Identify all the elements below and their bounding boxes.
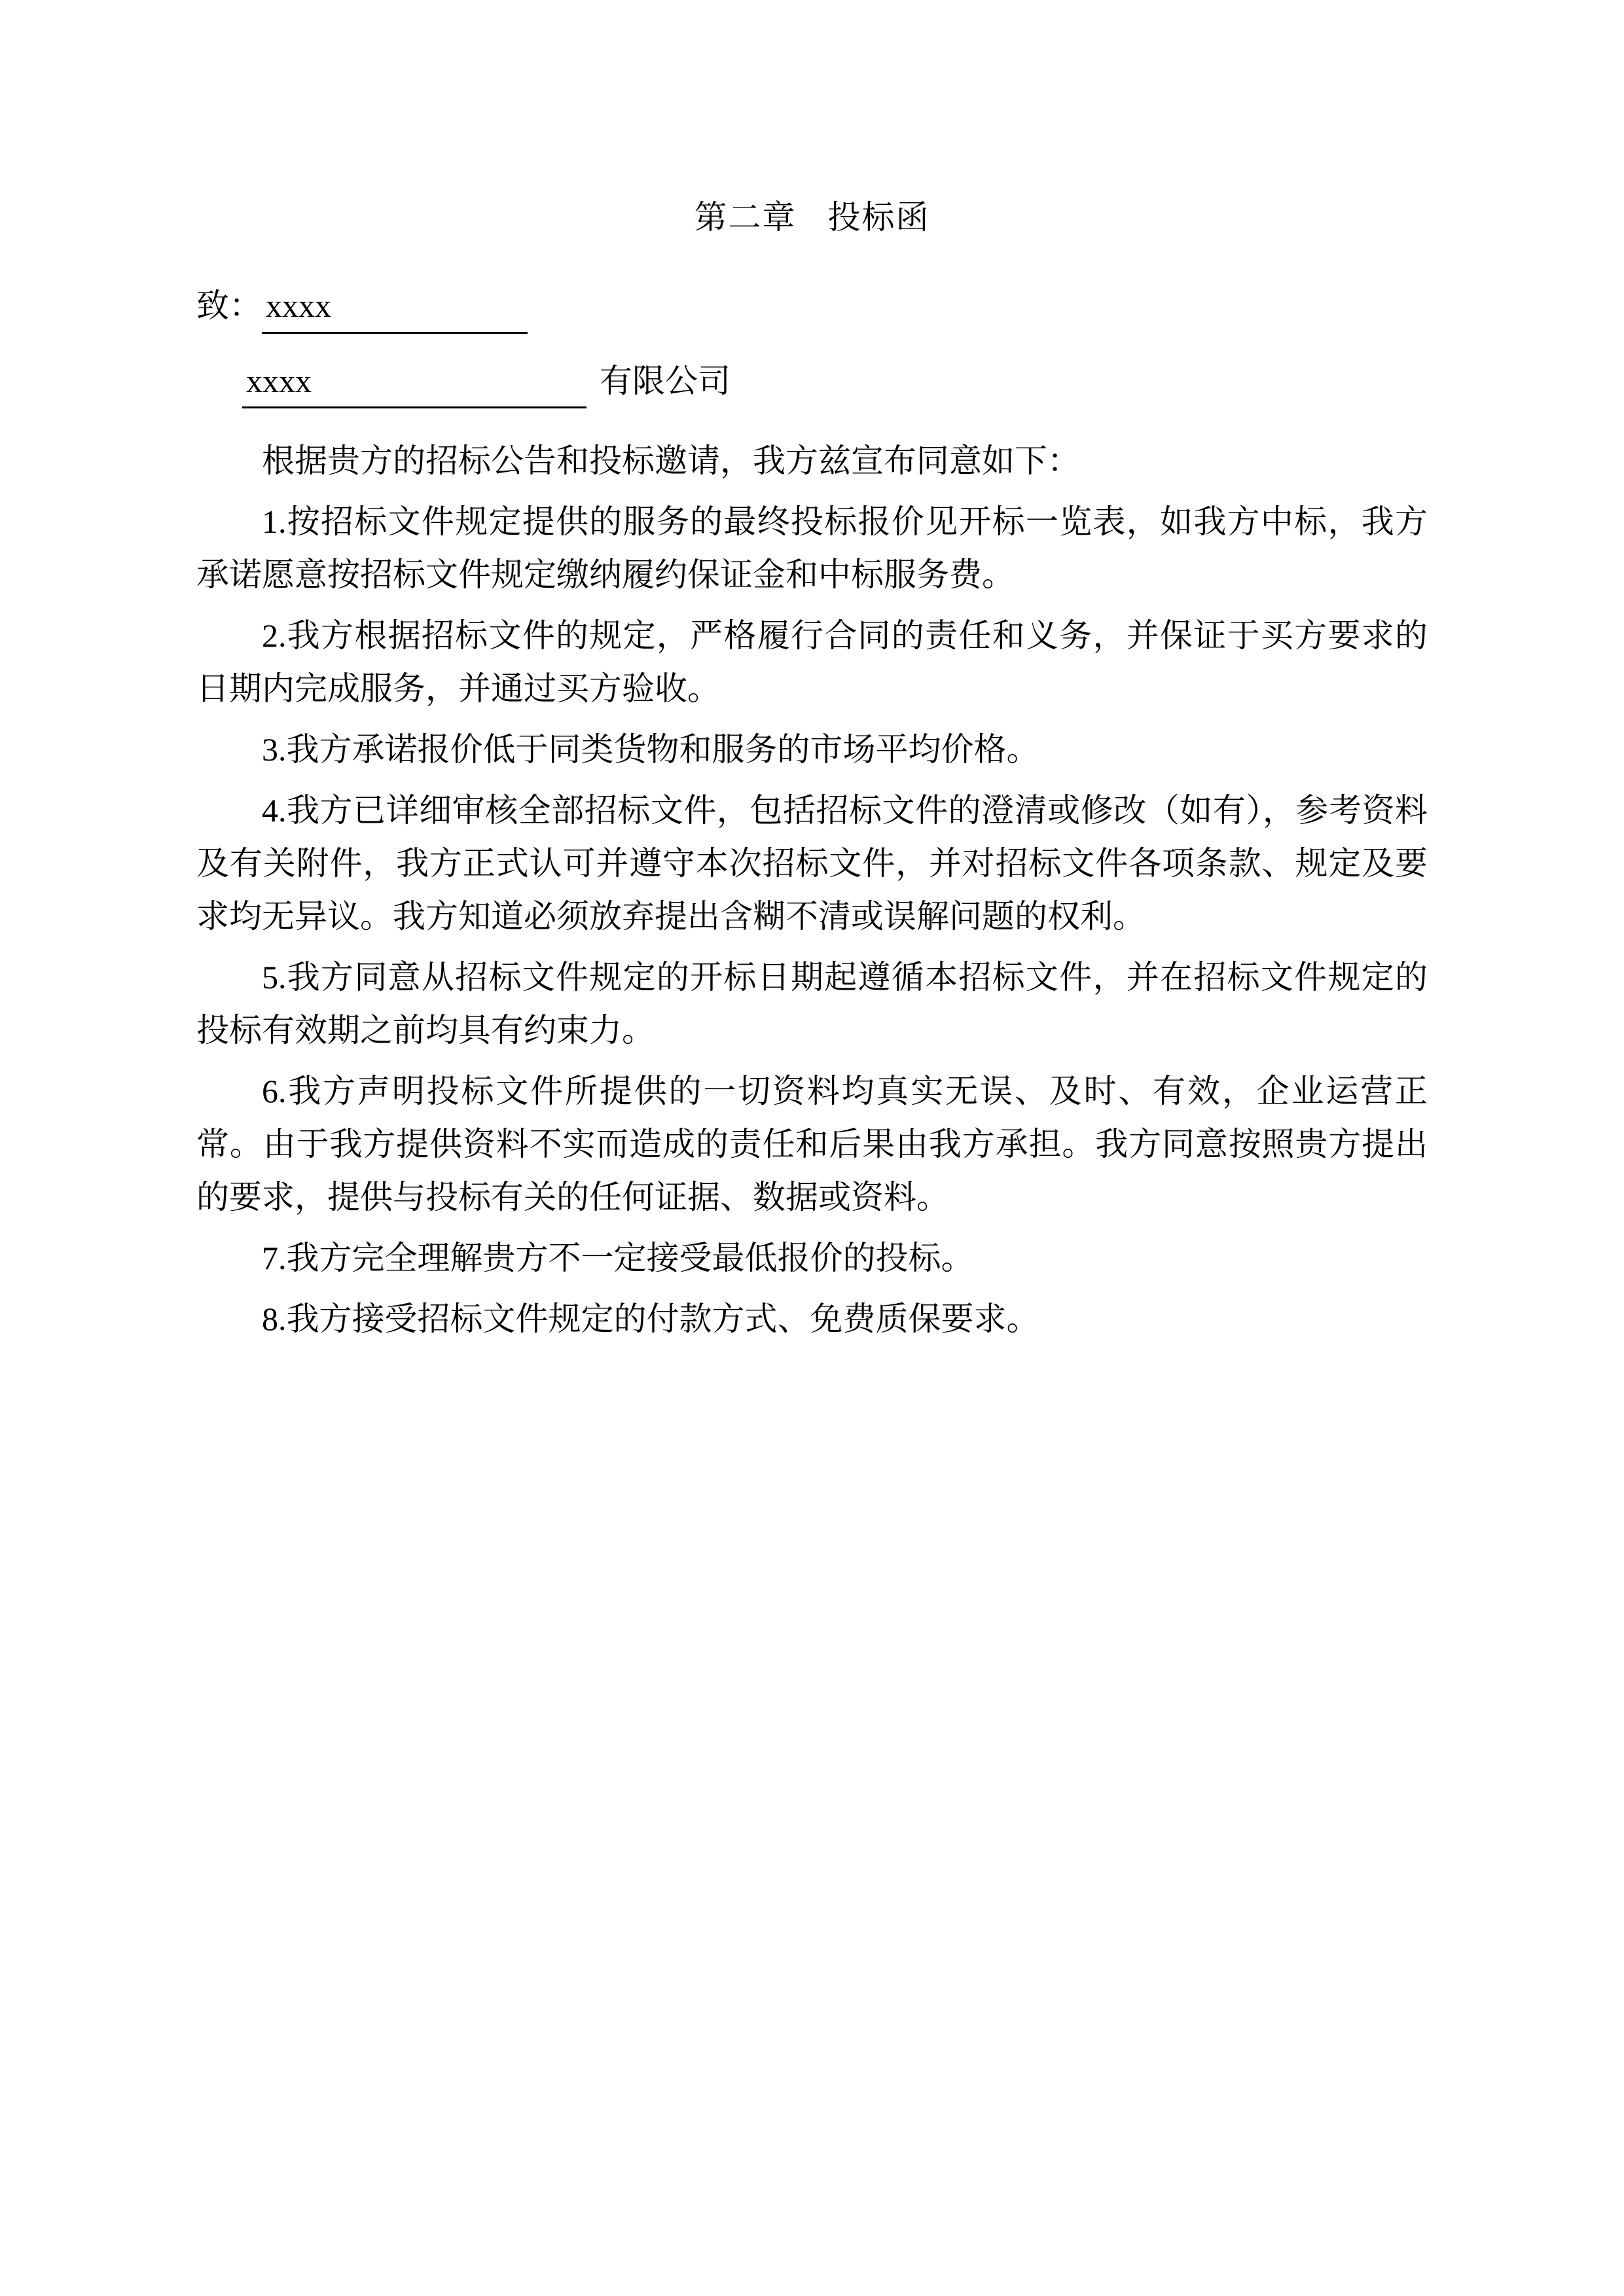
- addressee-line-1: [196, 281, 1428, 334]
- clause-8: 8.我方接受招标文件规定的付款方式、免费质保要求。: [262, 1300, 1039, 1337]
- addressee-label: 致：: [196, 287, 262, 324]
- page-title: [196, 196, 1428, 239]
- intro-paragraph: 根据贵方的招标公告和投标邀请，我方兹宣布同意如下：: [262, 442, 1080, 479]
- addressee-blank-2: xxxx: [242, 356, 586, 409]
- clause-4: 4.我方已详细审核全部招标文件，包括招标文件的澄清或修改（如有），参考资料及有关附件，我方正式认可并遵守本次招标文件，并对招标文件各项条款、规定及要求均无异议。我方知道必须放弃提出含糊不清或误解问题的权利。: [196, 792, 1428, 935]
- page-title-name: 投标函: [827, 199, 930, 236]
- clause-2: 2.我方根据招标文件的规定，严格履行合同的责任和义务，并保证于买方要求的日期内完成服务，并通过买方验收。: [196, 617, 1428, 707]
- addressee-line-2: [196, 356, 1428, 409]
- clause-5: 5.我方同意从招标文件规定的开标日期起遵循本招标文件，并在招标文件规定的投标有效期之前均具有约束力。: [196, 959, 1428, 1049]
- clause-6: 6.我方声明投标文件所提供的一切资料均真实无误、及时、有效，企业运营正常。由于我方提供资料不实而造成的责任和后果由我方承担。我方同意按照贵方提出的要求，提供与投标有关的任何证据、数据或资料。: [196, 1073, 1428, 1215]
- company-suffix: 有限公司: [600, 362, 731, 399]
- addressee-blank-1: xxxx: [262, 281, 528, 334]
- page-title-chapter: 第二章: [694, 199, 797, 236]
- clause-3: 3.我方承诺报价低于同类货物和服务的市场平均价格。: [262, 731, 1039, 768]
- clause-1: 1.按招标文件规定提供的服务的最终投标报价见开标一览表，如我方中标，我方承诺愿意按招标文件规定缴纳履约保证金和中标服务费。: [196, 503, 1428, 593]
- clause-7: 7.我方完全理解贵方不一定接受最低报价的投标。: [262, 1240, 974, 1276]
